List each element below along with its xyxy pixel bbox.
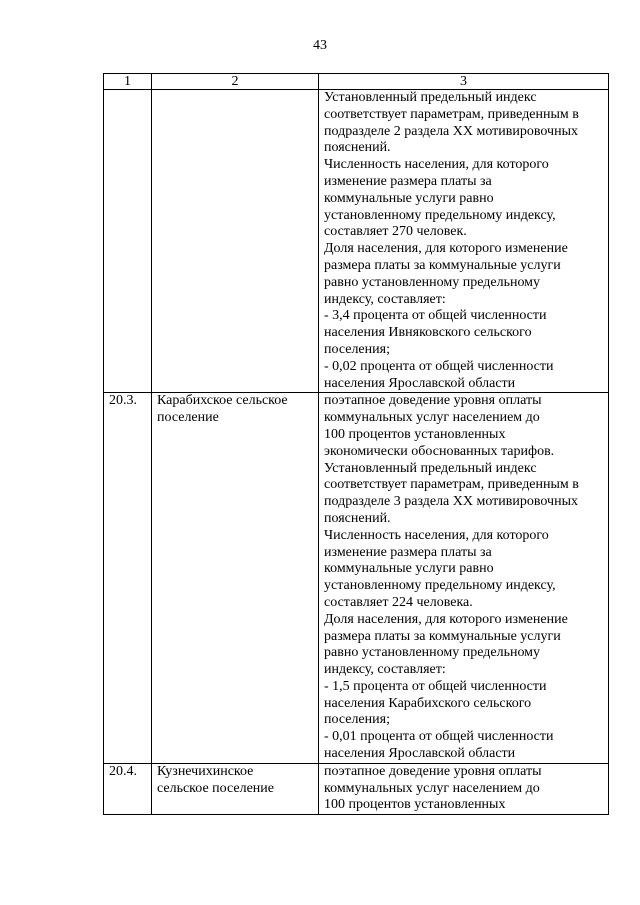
description-line: населения Ярославской области xyxy=(324,746,516,762)
description-line: - 0,01 процента от общей численности xyxy=(324,729,554,745)
column-header-2: 2 xyxy=(152,74,319,90)
description-line: составляет 224 человека. xyxy=(324,594,473,610)
description-line: соответствует параметрам, приведенным в xyxy=(324,477,579,493)
row-number xyxy=(104,90,152,393)
settlement-name xyxy=(152,90,319,393)
description-line: подразделе 2 раздела XX мотивировочных xyxy=(324,123,578,139)
column-header-3: 3 xyxy=(319,74,609,90)
description-line: коммунальных услуг населением до xyxy=(324,780,540,796)
description-line: установленному предельному индексу, xyxy=(324,578,556,594)
table-header-row xyxy=(104,74,609,90)
description-line: поэтапное доведение уровня оплаты xyxy=(324,393,542,409)
description-line: соответствует параметрам, приведенным в xyxy=(324,106,579,122)
description-line: равно установленному предельному xyxy=(324,274,541,290)
description-line: подразделе 3 раздела XX мотивировочных xyxy=(324,494,578,510)
description-cell xyxy=(319,763,609,814)
description-line: Установленный предельный индекс xyxy=(324,460,537,476)
description-line: Установленный предельный индекс xyxy=(324,90,537,105)
description-line: - 3,4 процента от общей численности xyxy=(324,308,547,324)
description-line: поэтапное доведение уровня оплаты xyxy=(324,763,542,779)
description-line: равно установленному предельному xyxy=(324,645,541,661)
description-line: населения Ивняковского сельского xyxy=(324,325,532,341)
description-line: пояснений. xyxy=(324,510,391,526)
description-line: населения Ярославской области xyxy=(324,375,516,391)
description-line: пояснений. xyxy=(324,140,391,156)
document-table xyxy=(103,73,609,815)
settlement-name xyxy=(152,763,319,814)
settlement-name xyxy=(152,393,319,764)
description-cell xyxy=(319,393,609,764)
description-line: населения Карабихского сельского xyxy=(324,695,532,711)
table-row xyxy=(104,90,609,393)
row-number: 20.3. xyxy=(104,393,152,764)
settlement-name-line: поселение xyxy=(157,410,219,426)
description-line: Доля населения, для которого изменение xyxy=(324,241,568,257)
table-row xyxy=(104,393,609,764)
description-line: составляет 270 человек. xyxy=(324,224,467,240)
description-line: поселения; xyxy=(324,341,390,357)
page-number: 43 xyxy=(313,38,327,53)
description-line: поселения; xyxy=(324,712,390,728)
description-line: - 1,5 процента от общей численности xyxy=(324,678,547,694)
row-number: 20.4. xyxy=(104,763,152,814)
description-line: коммунальные услуги равно xyxy=(324,190,494,206)
description-line: индексу, составляет: xyxy=(324,291,446,307)
settlement-name-line: Кузнечихинское xyxy=(157,763,254,779)
description-line: экономически обоснованных тарифов. xyxy=(324,443,555,459)
table-row xyxy=(104,763,609,814)
description-line: изменение размера платы за xyxy=(324,544,492,560)
description-line: 100 процентов установленных xyxy=(324,797,506,813)
description-line: коммунальных услуг населением до xyxy=(324,410,540,426)
column-header-1: 1 xyxy=(104,74,152,90)
description-line: изменение размера платы за xyxy=(324,173,492,189)
description-line: установленному предельному индексу, xyxy=(324,207,556,223)
settlement-name-line: Карабихское сельское xyxy=(157,393,288,409)
description-line: Численность населения, для которого xyxy=(324,157,549,173)
description-line: 100 процентов установленных xyxy=(324,426,506,442)
description-line: коммунальные услуги равно xyxy=(324,561,494,577)
settlement-name-line: сельское поселение xyxy=(157,780,274,796)
description-line: - 0,02 процента от общей численности xyxy=(324,358,554,374)
description-line: индексу, составляет: xyxy=(324,662,446,678)
description-line: размера платы за коммунальные услуги xyxy=(324,257,561,273)
description-line: размера платы за коммунальные услуги xyxy=(324,628,561,644)
description-line: Численность населения, для которого xyxy=(324,527,549,543)
description-cell xyxy=(319,90,609,393)
description-line: Доля населения, для которого изменение xyxy=(324,611,568,627)
